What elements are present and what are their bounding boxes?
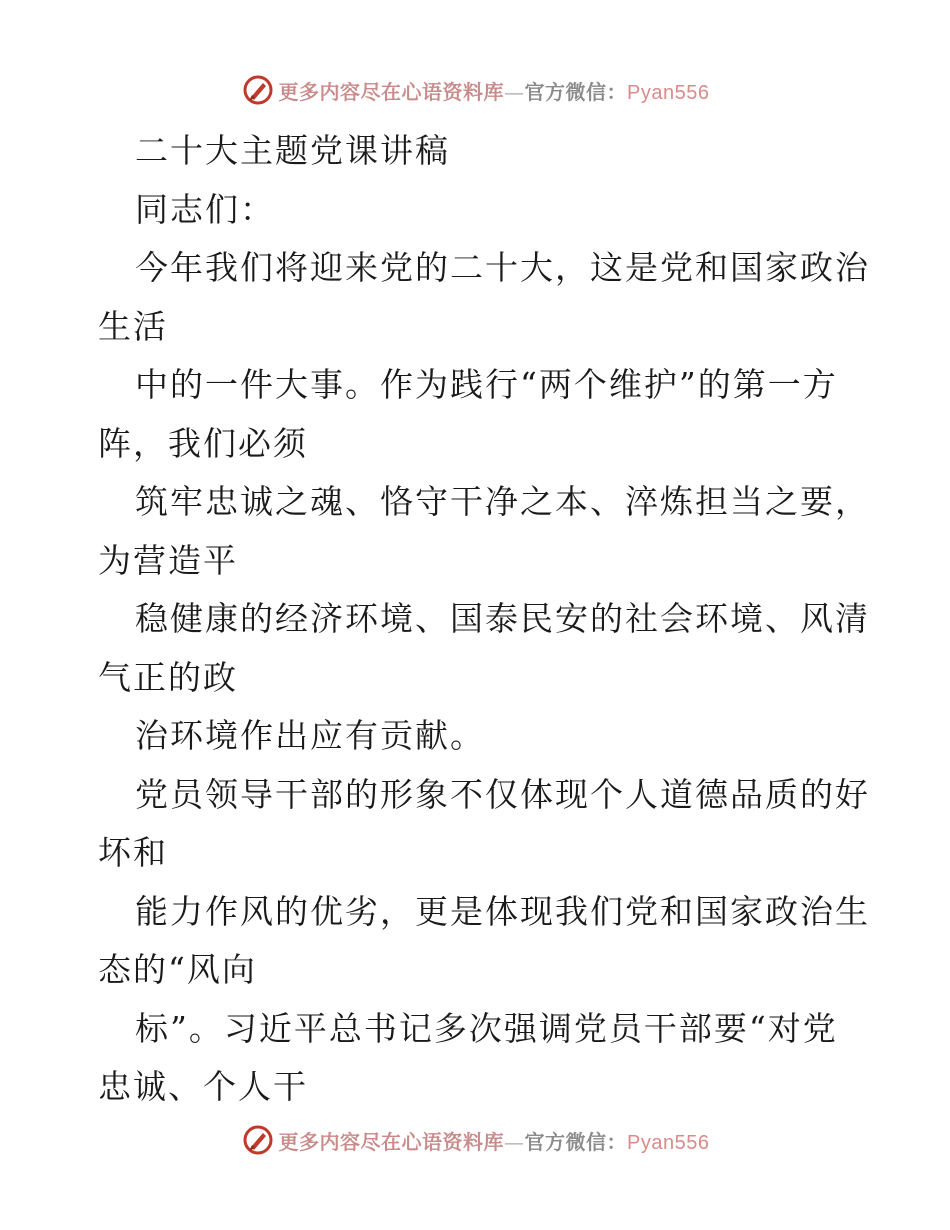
header-banner-text	[279, 76, 710, 105]
salutation: 同志们：	[135, 189, 275, 229]
paragraph-line: 忠诚、个人干	[98, 1067, 308, 1106]
paragraph-line: 中的一件大事。作为践行“两个维护”的第一方	[135, 365, 838, 404]
paragraph-line: 阵，我们必须	[98, 423, 308, 463]
paragraph-line: 稳健康的经济环境、国泰民安的社会环境、风清	[135, 599, 870, 638]
logo-icon	[241, 73, 275, 107]
footer-site-text: 更多内容尽在心语资料库	[278, 1129, 505, 1154]
paragraph-line: 治环境作出应有贡献。	[135, 716, 485, 755]
paragraph-line: 为营造平	[98, 540, 238, 580]
paragraph-line: 今年我们将迎来党的二十大，这是党和国家政治	[135, 248, 870, 287]
header-banner	[0, 70, 950, 110]
paragraph-line: 党员领导干部的形象不仅体现个人道德品质的好	[135, 774, 870, 814]
paragraph-line: 能力作风的优劣，更是体现我们党和国家政治生	[135, 891, 870, 931]
logo-icon	[241, 1123, 275, 1157]
paragraph-line: 标”。习近平总书记多次强调党员干部要“对党	[135, 1008, 838, 1048]
paragraph-line: 筑牢忠诚之魂、恪守干净之本、淬炼担当之要，	[135, 482, 870, 521]
document-body	[98, 122, 870, 1117]
header-separator: —	[504, 79, 525, 104]
footer-wechat-id: Pyan556	[627, 1131, 710, 1154]
header-site-text: 更多内容尽在心语资料库	[278, 79, 505, 104]
footer-banner	[0, 1120, 950, 1160]
document-title: 二十大主题党课讲稿	[135, 131, 450, 170]
header-wechat-id: Pyan556	[627, 81, 710, 104]
footer-separator: —	[504, 1129, 525, 1154]
paragraph-line: 气正的政	[98, 657, 238, 697]
paragraph-line: 生活	[98, 306, 168, 346]
paragraph-line: 态的“风向	[98, 950, 257, 989]
header-wechat-label: 官方微信：	[524, 79, 628, 104]
paragraph-line: 坏和	[98, 833, 168, 872]
footer-wechat-label: 官方微信：	[524, 1129, 628, 1154]
footer-banner-text	[279, 1126, 710, 1155]
